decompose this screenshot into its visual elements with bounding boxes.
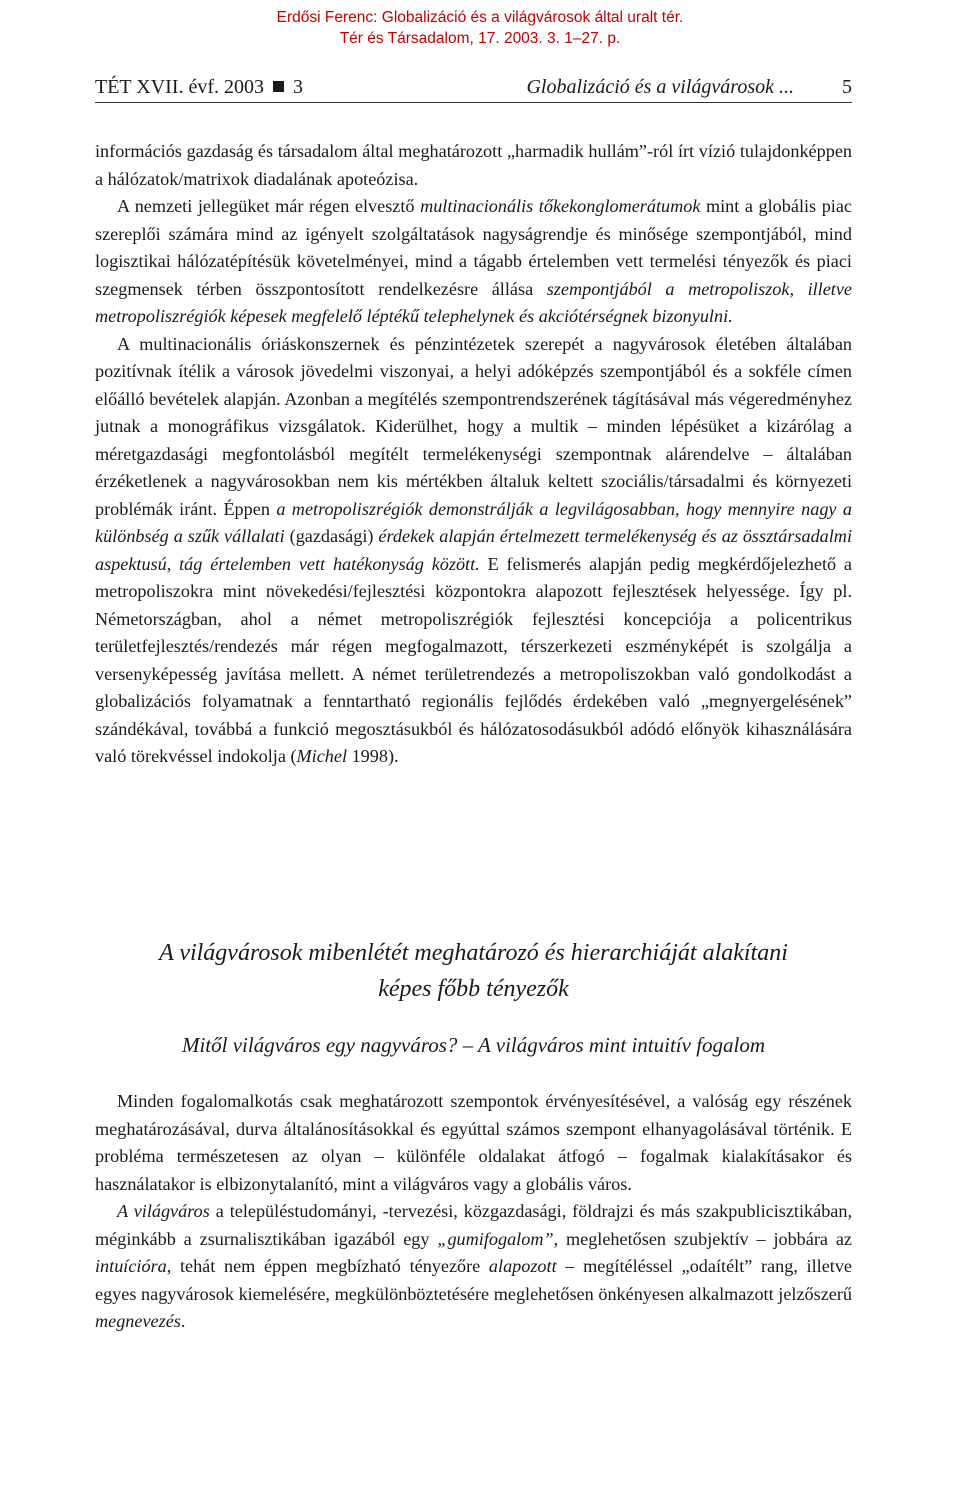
citation-line-2: Tér és Társadalom, 17. 2003. 3. 1–27. p. — [339, 30, 621, 47]
paragraph-1: információs gazdaság és társadalom által meghatározott „harmadik hullám”-ról írt vízió tulajdonképpen a hálózatok/matrixok diadalának apoteózisa. — [95, 141, 852, 189]
paragraph-2: A nemzeti jellegüket már régen elvesztő multinacionális tőkekonglomerátumok mint a globális piac szereplői számára mind az igényelt szolgáltatások nagyságrendje és minősége szempontjából, mind logisztikai hálózatépítésük követelményei, mind a tágabb értelemben vett termelési tényezők és piaci szegmensek térben összpontosított rendelkezésre állása szempontjából a metropoliszok, illetve metropoliszrégiók képesek megfelelő léptékű telephelynek és akciótérségnek bizonyulni. — [95, 196, 853, 326]
issue-number: 3 — [293, 76, 304, 98]
section-heading: A világvárosok mibenlétét meghatározó és hierarchiáját alakítani képes főbb tényezők — [159, 940, 788, 1002]
body-text-block-2 — [95, 1088, 852, 1336]
paragraph-4: Minden fogalomalkotás csak meghatározott szempontok érvényesítésével, a valóság egy részének meghatározásával, durva általánosításokkal és egyúttal számos szempont elhanyagolásával történik. E probléma természetesen az olyan – különféle oldalakat átfogó – fogalmak kialakításakor és használatakor is elbizonytalanító, mint a világváros vagy a globális város. — [95, 1091, 852, 1194]
subsection-heading: Mitől világváros egy nagyváros? – A világváros mint intuitív fogalom — [181, 1033, 766, 1057]
citation-line-1: Erdősi Ferenc: Globalizáció és a világvárosok által uralt tér. — [276, 9, 684, 26]
running-header — [95, 76, 852, 103]
paragraph-5: A világváros a településtudományi, -tervezési, közgazdasági, földrajzi és más szakpublicisztikában, méginkább a zsurnalisztikában igazából egy „gumifogalom”, meglehetősen szubjektív – jobbára az intuícióra, tehát nem éppen megbízható tényezőre alapozott – megítéléssel „odaítélt” rang, illetve egyes nagyvárosok kiemelésére, megkülönböztetésére meglehetősen önkényesen alkalmazott jelzőszerű megnevezés. — [95, 1201, 853, 1331]
black-square-icon — [273, 81, 284, 92]
citation-header — [0, 7, 960, 49]
page-number: 5 — [842, 76, 852, 98]
body-text-block-1 — [95, 138, 852, 771]
paragraph-3: A multinacionális óriáskonszernek és pénzintézetek szerepét a nagyvárosok életében általában pozitívnak ítélik a városok jövedelmi viszonyai, a helyi adóképzés szempontjából és a sokféle címen előálló bevételek alapján. Azonban a megítélés szempontrendszerének tágításával más végeredményhez jutnak a monográfikus vizsgálatok. Kiderülhet, hogy a multik – minden lépésüket a kizárólag a méretgazdasági megfontolásból megítélt termelékenységi szempontnak alárendelve – általában érzéketlenek a nagyvárosokban nem kis mértékben általuk keltett szociális/társadalmi és környezeti problémák iránt. Éppen a metropoliszrégiók demonstrálják a legvilágosabban, hogy mennyire nagy a különbség a szűk vállalati (gazdasági) érdekek alapján értelmezett termelékenység és az össztársadalmi aspektusú, tág értelemben vett hatékonyság között. E felismerés alapján pedig megkérdőjelezhető a metropoliszokra mint növekedési/fejlesztési központokra alapozott fejlesztések helyessége. Így pl. Németországban, ahol a német metropoliszrégiók fejlesztési koncepciója a policentrikus területfejlesztés/rendezés már régen megfogalmazott, térszerkezeti eszményképét is szolgálja a versenyképesség javítása mellett. A német területrendezés a metropoliszokban való gondolkodást a globalizációs folyamatnak a fenntartható regionális fejlődés érdekében való „megnyergelésének” szándékával, továbbá a funkció megosztásukból és hálózatosodásukból adódó előnyök kihasználására való törekvéssel indokolja (Michel 1998). — [95, 333, 853, 766]
journal-volume: TÉT XVII. évf. 2003 — [95, 76, 265, 98]
running-title: Globalizáció és a világvárosok ... — [526, 76, 794, 98]
